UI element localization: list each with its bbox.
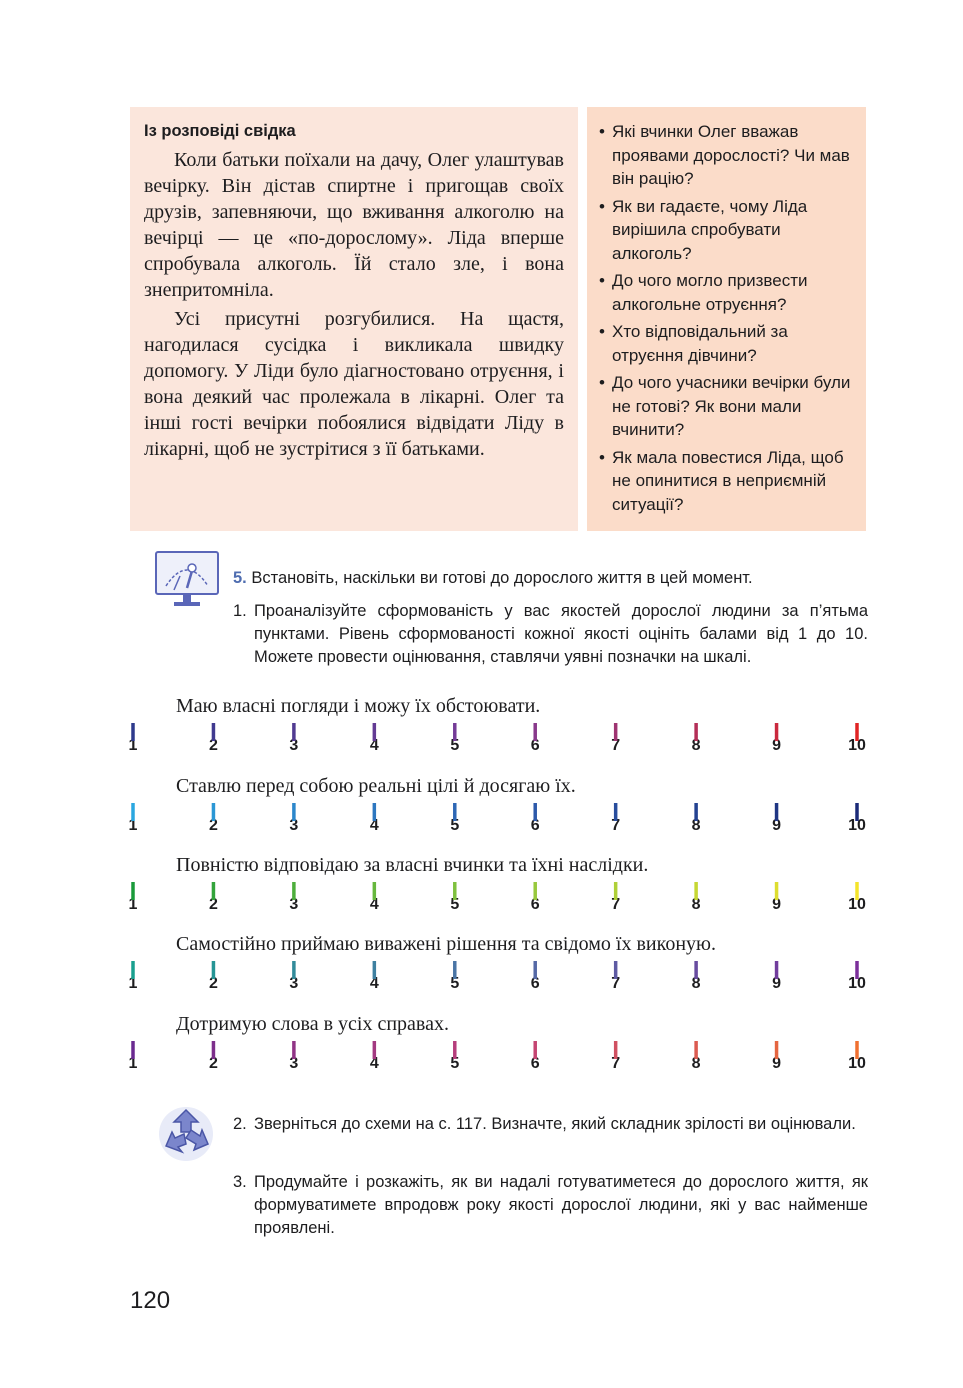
scale-tick-label: 5 xyxy=(450,975,460,992)
scale-line-svg xyxy=(125,802,870,822)
scale-tick-label: 4 xyxy=(369,1055,379,1072)
scale-tick-label: 9 xyxy=(772,896,781,913)
story-title: Із розповіді свідка xyxy=(144,122,296,140)
scale-tick-label: 3 xyxy=(289,1055,299,1072)
scale-tick-label: 1 xyxy=(128,817,138,834)
task-text: Встановіть, наскільки ви готові до дорослого життя в цей момент. xyxy=(251,569,753,587)
scale-tick-label: 2 xyxy=(208,817,218,834)
scale-tick-label: 10 xyxy=(848,896,866,913)
task-step-1 xyxy=(233,600,868,669)
scale-tick-label: 5 xyxy=(450,737,460,754)
scale-tick-label: 7 xyxy=(611,737,621,754)
question-item: • Які вчинки Олег вважав проявами дорослості? Чи мав він рацію? xyxy=(599,120,856,191)
scale-line-svg xyxy=(125,1040,870,1060)
task-step-2 xyxy=(233,1113,868,1136)
question-item: • Як ви гадаєте, чому Ліда вирішила спробувати алкоголь? xyxy=(599,195,856,266)
scale-tick-label: 6 xyxy=(530,817,540,834)
scale-tick-label: 8 xyxy=(691,1055,701,1072)
question-item: • Хто відповідальний за отруєння дівчини? xyxy=(599,320,856,367)
scale-tick-label: 6 xyxy=(530,737,540,754)
scale-line-svg xyxy=(125,881,870,901)
scale-tick-label: 9 xyxy=(772,975,781,992)
scale-tick-label: 3 xyxy=(289,817,299,834)
scale-tick-label: 10 xyxy=(848,817,866,834)
rating-scale[interactable] xyxy=(125,722,870,752)
step-text: Продумайте і розкажіть, як ви надалі готуватиметеся до дорослого життя, як формуватимете впродовж року якості дорослої людини, які у вас найменше проявлені. xyxy=(254,1173,868,1237)
scale-tick-label: 7 xyxy=(611,817,621,834)
scale-line-svg xyxy=(125,722,870,742)
monitor-graph-icon xyxy=(154,550,220,612)
scale-tick-label: 6 xyxy=(530,896,540,913)
story-paragraph-1: Коли батьки поїхали на дачу, Олег улаштував вечірку. Він дістав спиртне і пригощав своїх друзів, запевняючи, що вживання алкоголю на вечірці — це «по-дорослому». Ліда вперше спробувала алкоголь. Їй стало зле, і вона знепритомніла. xyxy=(144,149,564,301)
scale-tick-label: 2 xyxy=(208,1055,218,1072)
rating-scale[interactable] xyxy=(125,960,870,990)
scale-tick-label: 3 xyxy=(289,737,299,754)
scale-tick-label: 4 xyxy=(369,896,379,913)
rating-scale[interactable] xyxy=(125,881,870,911)
scale-tick-label: 10 xyxy=(848,737,866,754)
scale-tick-label: 5 xyxy=(450,896,460,913)
question-item: • До чого учасники вечірки були не готові? Як вони мали вчинити? xyxy=(599,371,856,442)
scale-tick-label: 1 xyxy=(128,975,138,992)
step-number: 3. xyxy=(233,1173,247,1191)
scale-tick-label: 8 xyxy=(691,817,701,834)
recycle-arrows-icon xyxy=(156,1104,216,1164)
scale-tick-label: 8 xyxy=(691,975,701,992)
scale-tick-label: 7 xyxy=(611,896,621,913)
scale-tick-label: 3 xyxy=(289,896,299,913)
scale-tick-label: 8 xyxy=(691,896,701,913)
scale-tick-label: 4 xyxy=(369,975,379,992)
question-item: • Як мала повестися Ліда, щоб не опинитися в неприємній ситуації? xyxy=(599,446,856,517)
scale-tick-label: 2 xyxy=(208,737,218,754)
step-number: 1. xyxy=(233,602,247,620)
story-paragraph-2: Усі присутні розгубилися. На щастя, нагодилася сусідка і викликала швидку допомогу. У Ліди було діагностовано отруєння, і вона деякий час пролежала в лікарні. Олег та інші гості вечірки побоялися відвідати Ліду в лікарні, щоб не зустрітися з її батьками. xyxy=(144,308,564,460)
step-text: Зверніться до схеми на с. 117. Визначте, який складник зрілості ви оцінювали. xyxy=(254,1115,856,1133)
step-text: Проаналізуйте сформованість у вас якостей дорослої людини за п’ятьма пунктами. Рівень сформованості кожної якості оцініть балами від 1 до 10. Можете провести оцінювання, ставлячи уявні позначки на шкалі. xyxy=(254,602,868,666)
scale-tick-label: 9 xyxy=(772,817,781,834)
scale-tick-label: 6 xyxy=(530,1055,540,1072)
scale-tick-label: 10 xyxy=(848,1055,866,1072)
scale-tick-label: 9 xyxy=(772,737,781,754)
scale-tick-label: 5 xyxy=(450,1055,460,1072)
task-number: 5. xyxy=(233,569,247,587)
scale-label: Дотримую слова в усіх справах. xyxy=(176,1013,449,1035)
scale-tick-label: 2 xyxy=(208,975,218,992)
scale-tick-label: 5 xyxy=(450,817,460,834)
witness-story-box xyxy=(130,107,578,531)
scale-tick-label: 1 xyxy=(128,1055,138,1072)
page-number: 120 xyxy=(130,1287,171,1314)
scale-label: Самостійно приймаю виважені рішення та свідомо їх виконую. xyxy=(176,933,716,955)
task-heading xyxy=(233,569,753,588)
rating-scale[interactable] xyxy=(125,1040,870,1070)
scale-tick-label: 2 xyxy=(208,896,218,913)
task-step-3 xyxy=(233,1171,868,1240)
step-number: 2. xyxy=(233,1115,247,1133)
scale-line-svg xyxy=(125,960,870,980)
scale-tick-label: 3 xyxy=(289,975,299,992)
scale-tick-label: 7 xyxy=(611,975,621,992)
scale-tick-label: 4 xyxy=(369,817,379,834)
question-item: • До чого могло призвести алкогольне отруєння? xyxy=(599,269,856,316)
scale-tick-label: 8 xyxy=(691,737,701,754)
scale-tick-label: 9 xyxy=(772,1055,781,1072)
scale-tick-label: 6 xyxy=(530,975,540,992)
scale-label: Повністю відповідаю за власні вчинки та їхні наслідки. xyxy=(176,854,649,876)
questions-box xyxy=(587,107,866,531)
rating-scale[interactable] xyxy=(125,802,870,832)
scale-tick-label: 10 xyxy=(848,975,866,992)
scale-tick-label: 4 xyxy=(369,737,379,754)
scale-label: Маю власні погляди і можу їх обстоювати. xyxy=(176,695,541,717)
scale-tick-label: 1 xyxy=(128,737,138,754)
scale-label: Ставлю перед собою реальні цілі й досягаю їх. xyxy=(176,775,576,797)
scale-tick-label: 7 xyxy=(611,1055,621,1072)
scale-tick-label: 1 xyxy=(128,896,138,913)
